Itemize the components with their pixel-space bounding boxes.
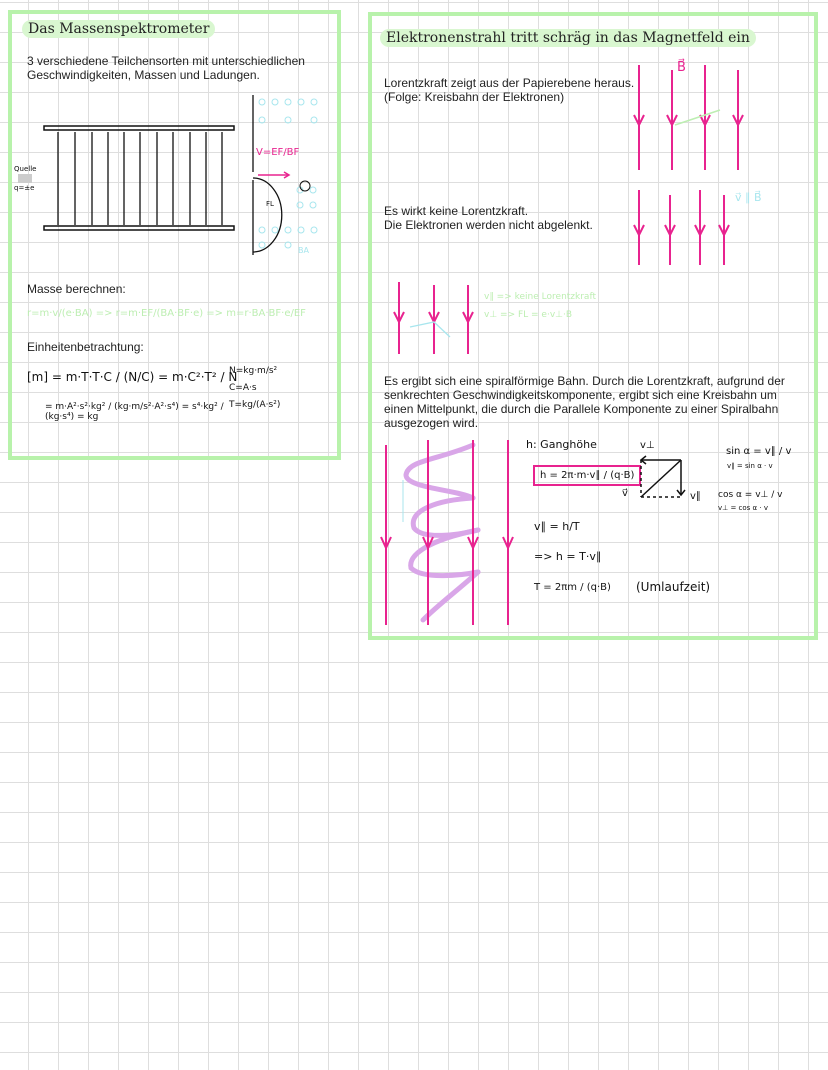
velocity-formula: V=EF/BF [256, 147, 300, 158]
b-field-label: B⃗ [677, 60, 686, 75]
case1-line2: (Folge: Kreisbahn der Elektronen) [384, 90, 565, 104]
v-par-formula: v∥ = h/T [534, 520, 580, 533]
units-heading: Einheitenbetrachtung: [27, 340, 144, 354]
cos-result: v⊥ = cos α · v [718, 504, 768, 512]
charge-label: q=±e [14, 184, 35, 192]
mass-formula: r=m·v/(e·BA) => r=m·EF/(BA·BF·e) => m=r·BA·BF·e/EF [27, 308, 306, 319]
velocity-vector-diagram [636, 455, 686, 500]
spectrometer-diagram [0, 90, 340, 260]
h-formula-box: h = 2π·m·v∥ / (q·B) [533, 465, 641, 486]
v-par-label: v∥ [690, 491, 701, 502]
section-title: Das Massenspektrometer [22, 20, 215, 38]
sin-result: v∥ = sin α · v [727, 462, 773, 470]
case3-note-1: v∥ => keine Lorentzkraft [484, 292, 596, 302]
case3-note-2: v⊥ => FL = e·v⊥·B [484, 310, 573, 320]
units-line-2: = m·A²·s²·kg² / (kg·m/s²·A²·s⁴) = s⁴·kg² / (kg·s⁴) = kg [45, 402, 224, 422]
spiral-text: Es ergibt sich eine spiralförmige Bahn. Durch die Lorentzkraft, aufgrund der senkrechten Geschwindigkeitskomponente, ergibt sich eine Kreisbahn um einen Mittelpunkt, die durch die Parallele Komponente zu einer Spiralbahn ausgezogen wird. [384, 374, 785, 430]
section-title: Elektronenstrahl tritt schräg in das Magnetfeld ein [380, 29, 756, 47]
source-label: Quelle [14, 165, 37, 173]
field-lines-case3 [390, 282, 480, 357]
field-label: BA [298, 246, 309, 255]
t-formula: T = 2πm / (q·B) [534, 582, 611, 593]
spiral-diagram [378, 440, 518, 630]
cos-formula: cos α = v⊥ / v [718, 490, 783, 500]
field-lines-case2 [620, 190, 740, 270]
intro-text: 3 verschiedene Teilchensorten mit unterschiedlichen Geschwindigkeiten, Massen und Ladungen. [27, 54, 305, 82]
unit-def-t: T=kg/(A·s²) [229, 400, 281, 410]
t-note: (Umlaufzeit) [636, 580, 711, 594]
field-lines-case1 [620, 65, 760, 175]
v-label: v⃗ [622, 488, 628, 499]
lorentz-force-label: FL [266, 200, 274, 208]
ganghoehe-label: h: Ganghöhe [526, 438, 597, 451]
h-from-t: => h = T·v∥ [534, 550, 602, 563]
v-perp-label: v⊥ [640, 440, 655, 451]
case2-line1: Es wirkt keine Lorentzkraft. [384, 204, 529, 218]
units-line-1: [m] = m·T·T·C / (N/C) = m·C²·T² / N [27, 370, 238, 384]
sin-formula: sin α = v∥ / v [726, 446, 792, 457]
unit-def-c: C=A·s [229, 383, 257, 393]
case2-line2: Die Elektronen werden nicht abgelenkt. [384, 218, 593, 232]
case1-line1: Lorentzkraft zeigt aus der Papierebene heraus. [384, 76, 635, 90]
unit-def-n: N=kg·m/s² [229, 366, 278, 376]
mass-heading: Masse berechnen: [27, 282, 126, 296]
parallel-label: v⃗ ∥ B⃗ [735, 191, 762, 204]
